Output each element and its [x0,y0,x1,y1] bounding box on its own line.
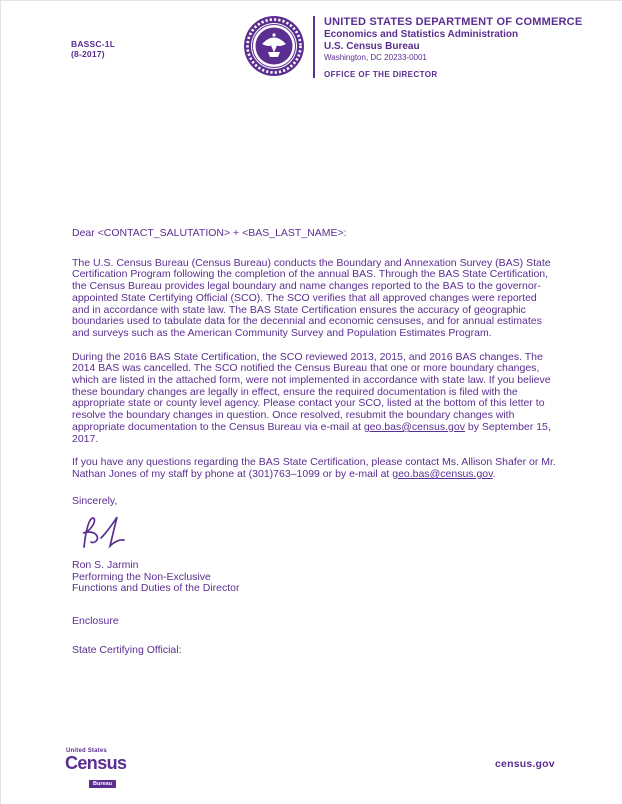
letter-body [72,228,556,669]
logo-united-states: United States [66,748,107,754]
paragraph-3 [72,457,556,480]
signer-name: Ron S. Jarmin [72,559,139,572]
form-revision: (8-2017) [71,49,105,59]
office-name: OFFICE OF THE DIRECTOR [324,70,438,79]
closing: Sincerely, [72,494,118,507]
paragraph-2-text: During the 2016 BAS State Certification, the SCO reviewed 2013, 2015, and 2016 BAS changes. The 2014 BAS was cancelled. The SCO notified the Census Bureau that one or more boundary changes, which are listed in the attached form, were not implemented in accordance with state law. If you believe these boundary changes are legally in effect, ensure the required documentation is filed with the appropriate state or county level agency. Please contact your SCO, listed at the bottom of this letter to resolve the boundary changes in question. Once resolved, resubmit the boundary changes with appropriate documentation to the Census Bureau via e-mail at [72,350,551,433]
signer-title-line2: Functions and Duties of the Director [72,582,240,595]
form-number-block [71,39,115,59]
form-number: BASSC-1L [71,39,116,49]
census-bureau-logo [65,748,135,790]
census-gov-text: census.gov [495,758,555,770]
geo-bas-email-link[interactable]: geo.bas@census.gov [363,420,465,433]
salutation: Dear <CONTACT_SALUTATION> + <BAS_LAST_NAME>: [72,227,347,239]
bureau-address: Washington, DC 20233-0001 [324,53,427,62]
department-of-commerce-seal-icon [242,14,306,78]
paragraph-2-tail: by September 15, 2017. [72,420,551,445]
logo-census: Census [65,753,127,773]
administration-name: Economics and Statistics Administration [324,29,519,40]
signature [74,512,556,556]
geo-bas-email-link-2[interactable]: geo.bas@census.gov [392,467,493,480]
bureau-name: U.S. Census Bureau [324,41,420,52]
signer-block [72,560,556,595]
paragraph-2 [72,352,556,446]
paragraph-1: The U.S. Census Bureau (Census Bureau) conducts the Boundary and Annexation Survey (BAS) State Certification Program following the completion of the annual BAS. Through the BAS State Certification, the Census Bureau provides legal boundary and name changes reported to the BAS to the governor-appointed State Certifying Official (SCO). The SCO verifies that all approved changes were reported and in accordance with state law. The BAS State Certification ensures the accuracy of geographic boundaries used to tabulate data for the decennial and economic censuses, and for annual estimates and surveys such as the American Community Survey and Population Estimates Program. [72,256,551,339]
paragraph-3-text: If you have any questions regarding the BAS State Certification, please contact Ms. Allison Shafer or Mr. Nathan Jones of my staff by phone at (301)763–1099 or by e-mail at [72,456,556,480]
paragraph-3-tail: . [492,467,496,480]
enclosure-note: Enclosure [72,615,119,628]
letterhead [324,16,582,79]
header-divider [313,16,315,78]
logo-bureau: Bureau [89,780,116,788]
state-certifying-official-label: State Certifying Official: [72,643,182,656]
department-name: UNITED STATES DEPARTMENT OF COMMERCE [324,16,583,28]
signer-title-line1: Performing the Non-Exclusive [72,570,211,583]
